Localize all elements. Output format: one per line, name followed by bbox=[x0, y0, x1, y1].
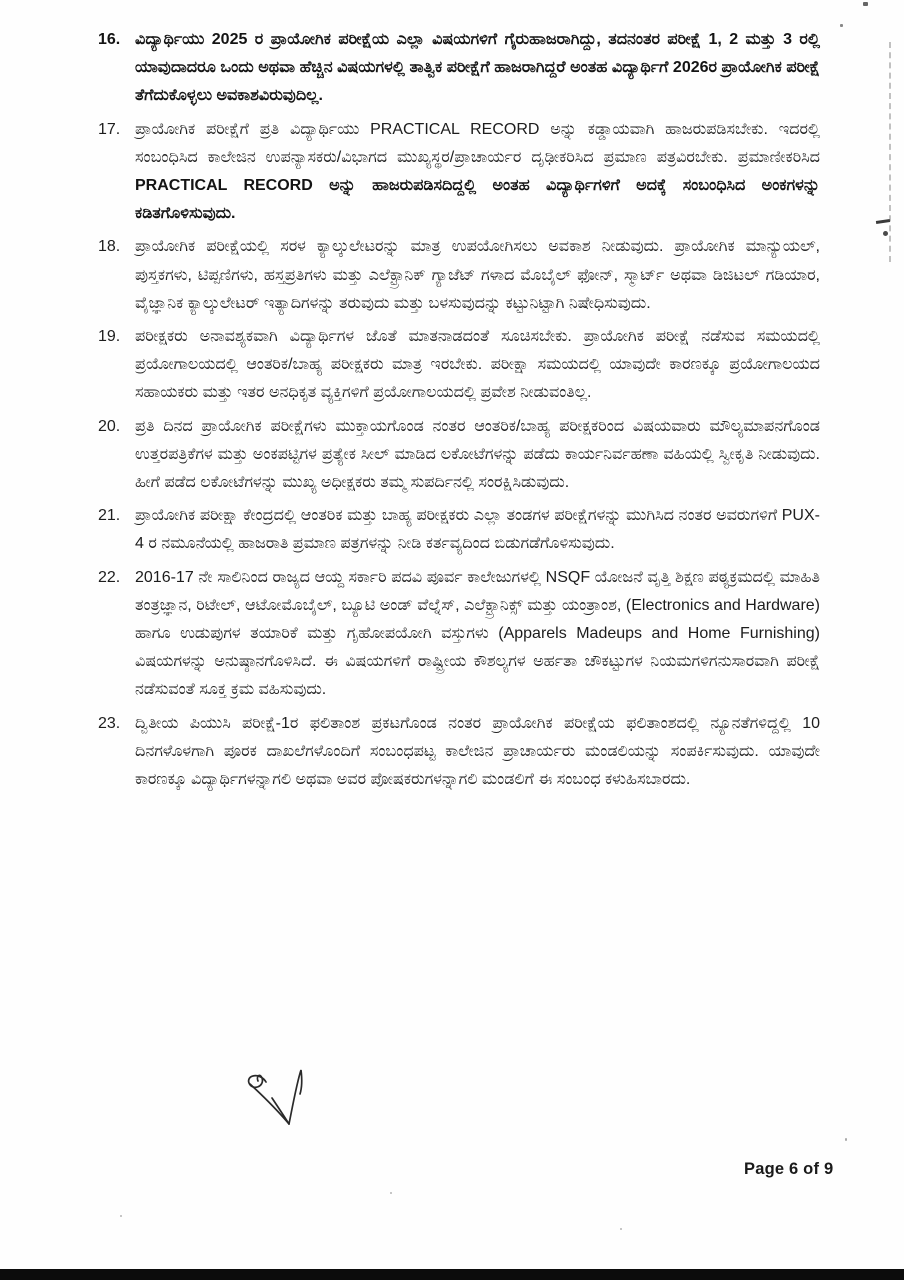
item-text-segment: ದ್ವಿತೀಯ ಪಿಯುಸಿ ಪರೀಕ್ಷೆ-1ರ ಫಲಿತಾಂಶ ಪ್ರಕಟಗೊಂಡ ನಂತರ ಪ್ರಾಯೋಗಿಕ ಪರೀಕ್ಷೆಯ ಫಲಿತಾಂಶದಲ್ಲಿ ನ್ಯೂನತೆಗಳಿದ್ದಲ್ಲಿ 10 ದಿನಗಳೊಳಗಾಗಿ ಪೂರಕ ದಾಖಲೆಗಳೊಂದಿಗೆ ಸಂಬಂಧಪಟ್ಟ ಕಾಲೇಜಿನ ಪ್ರಾಚಾರ್ಯರು ಮಂಡಲಿಯನ್ನು ಸಂಪರ್ಕಿಸುವುದು. ಯಾವುದೇ ಕಾರಣಕ್ಕೂ ವಿದ್ಯಾರ್ಥಿಗಳನ್ನಾಗಲಿ ಅಥವಾ ಅವರ ಪೋಷಕರುಗಳನ್ನಾಗಲಿ ಮಂಡಲಿಗೆ ಈ ಸಂಬಂಧ ಕಳುಹಿಸಬಾರದು. bbox=[135, 714, 820, 789]
item-text bbox=[135, 323, 820, 408]
item-number: 16. bbox=[98, 31, 121, 48]
scan-artifact-speck bbox=[863, 2, 868, 6]
item-number: 21. bbox=[98, 507, 121, 525]
item-number: 19. bbox=[98, 328, 121, 346]
item-text-segment: 2016-17 ನೇ ಸಾಲಿನಿಂದ ರಾಜ್ಯದ ಆಯ್ದ ಸರ್ಕಾರಿ ಪದವಿ ಪೂರ್ವ ಕಾಲೇಜುಗಳಲ್ಲಿ NSQF ಯೋಜನೆ ವೃತ್ತಿ ಶಿಕ್ಷಣ ಪಠ್ಯಕ್ರಮದಲ್ಲಿ ಮಾಹಿತಿ ತಂತ್ರಜ್ಞಾನ, ರಿಟೇಲ್, ಆಟೋಮೊಬೈಲ್, ಬ್ಯೂಟಿ ಅಂಡ್ ವೆಲ್ನೆಸ್, ಎಲೆಕ್ಟ್ರಾನಿಕ್ಸ್ ಮತ್ತು ಯಂತ್ರಾಂಶ, (Electronics and Hardware) ಹಾಗೂ ಉಡುಪುಗಳ ತಯಾರಿಕೆ ಮತ್ತು ಗೃಹೋಪಯೋಗಿ ವಸ್ತುಗಳು (Apparels Madeups and Home Furnishing) ವಿಷಯಗಳನ್ನು ಅನುಷ್ಠಾನಗೊಳಿಸಿದೆ. ಈ ವಿಷಯಗಳಿಗೆ ರಾಷ್ಟ್ರೀಯ ಕೌಶಲ್ಯಗಳ ಅರ್ಹತಾ ಚೌಕಟ್ಟುಗಳ ನಿಯಮಗಳಿಗನುಸಾರವಾಗಿ ಪರೀಕ್ಷೆ ನಡೆಸುವಂತೆ ಸೂಕ್ತ ಕ್ರಮ ವಹಿಸುವುದು. bbox=[135, 568, 820, 699]
scan-artifact-speck bbox=[620, 1228, 622, 1230]
doc-item-21 bbox=[98, 502, 820, 558]
item-text bbox=[135, 710, 820, 795]
doc-item-19 bbox=[98, 323, 820, 408]
item-text-segment: ವಿದ್ಯಾರ್ಥಿಯು 2025 ರ ಪ್ರಾಯೋಗಿಕ ಪರೀಕ್ಷೆಯ ಎಲ್ಲಾ ವಿಷಯಗಳಿಗೆ ಗೈರುಹಾಜರಾಗಿದ್ದು, ತದನಂತರ ಪರೀಕ್ಷೆ 1, 2 ಮತ್ತು 3 ರಲ್ಲಿ ಯಾವುದಾದರೂ ಒಂದು ಅಥವಾ ಹೆಚ್ಚಿನ ವಿಷಯಗಳಲ್ಲಿ ತಾತ್ವಿಕ ಪರೀಕ್ಷೆಗೆ ಹಾಜರಾಗಿದ್ದರೆ ಅಂತಹ ವಿದ್ಯಾರ್ಥಿಗೆ 2026ರ ಪ್ರಾಯೋಗಿಕ ಪರೀಕ್ಷೆ ತೆಗೆದುಕೊಳ್ಳಲು ಅವಕಾಶವಿರುವುದಿಲ್ಲ. bbox=[135, 31, 820, 105]
scan-edge-bar bbox=[0, 1269, 904, 1280]
scan-artifact-dot bbox=[883, 231, 888, 236]
page-number: Page 6 of 9 bbox=[744, 1160, 834, 1178]
scan-artifact-speck bbox=[120, 1215, 122, 1217]
item-text-segment-bold: PRACTICAL RECORD ಅನ್ನು ಹಾಜರುಪಡಿಸದಿದ್ದಲ್ಲಿ ಅಂತಹ ವಿದ್ಯಾರ್ಥಿಗಳಿಗೆ ಅದಕ್ಕೆ ಸಂಬಂಧಿಸಿದ ಅಂಕಗಳನ್ನು ಕಡಿತಗೊಳಿಸುವುದು. bbox=[135, 177, 820, 223]
item-text-segment: ಪ್ರತಿ ದಿನದ ಪ್ರಾಯೋಗಿಕ ಪರೀಕ್ಷೆಗಳು ಮುಕ್ತಾಯಗೊಂಡ ನಂತರ ಆಂತರಿಕ/ಬಾಹ್ಯ ಪರೀಕ್ಷಕರಿಂದ ವಿಷಯವಾರು ಮೌಲ್ಯಮಾಪನಗೊಂಡ ಉತ್ತರಪತ್ರಿಕೆಗಳ ಮತ್ತು ಅಂಕಪಟ್ಟಿಗಳ ಪ್ರತ್ಯೇಕ ಸೀಲ್ ಮಾಡಿದ ಲಕೋಟೆಗಳನ್ನು ಪಡೆದು ಕಾರ್ಯನಿರ್ವಹಣಾ ವಹಿಯಲ್ಲಿ ಸ್ವೀಕೃತಿ ನೀಡುವುದು. ಹೀಗೆ ಪಡೆದ ಲಕೋಟೆಗಳನ್ನು ಮುಖ್ಯ ಅಧೀಕ್ಷಕರು ತಮ್ಮ ಸುಪರ್ದಿನಲ್ಲಿ ಸಂರಕ್ಷಿಸಿಡುವುದು. bbox=[135, 417, 820, 492]
item-text bbox=[135, 502, 820, 558]
doc-item-17 bbox=[98, 116, 820, 229]
scan-artifact-speck bbox=[390, 1192, 392, 1194]
doc-item-23 bbox=[98, 710, 820, 795]
item-text bbox=[135, 413, 820, 498]
item-number: 23. bbox=[98, 714, 121, 732]
item-number: 20. bbox=[98, 417, 121, 435]
scan-artifact-speck bbox=[840, 24, 843, 27]
scan-artifact-dashed-line bbox=[889, 42, 891, 262]
item-text bbox=[135, 564, 820, 705]
item-text-segment: ಪ್ರಾಯೋಗಿಕ ಪರೀಕ್ಷಾ ಕೇಂದ್ರದಲ್ಲಿ ಆಂತರಿಕ ಮತ್ತು ಬಾಹ್ಯ ಪರೀಕ್ಷಕರು ಎಲ್ಲಾ ತಂಡಗಳ ಪರೀಕ್ಷೆಗಳನ್ನು ಮುಗಿಸಿದ ನಂತರ ಅವರುಗಳಿಗೆ PUX-4 ರ ನಮೂನೆಯಲ್ಲಿ ಹಾಜರಾತಿ ಪ್ರಮಾಣ ಪತ್ರಗಳನ್ನು ನೀಡಿ ಕರ್ತವ್ಯದಿಂದ ಬಿಡುಗಡೆಗೊಳಿಸುವುದು. bbox=[135, 507, 820, 553]
doc-item-18 bbox=[98, 233, 820, 318]
doc-item-16 bbox=[98, 26, 820, 111]
item-number: 22. bbox=[98, 568, 121, 586]
item-text-segment: ಪರೀಕ್ಷಕರು ಅನಾವಶ್ಯಕವಾಗಿ ವಿದ್ಯಾರ್ಥಿಗಳ ಜೊತೆ ಮಾತನಾಡದಂತೆ ಸೂಚಿಸಬೇಕು. ಪ್ರಾಯೋಗಿಕ ಪರೀಕ್ಷೆ ನಡೆಸುವ ಸಮಯದಲ್ಲಿ ಪ್ರಯೋಗಾಲಯದಲ್ಲಿ ಆಂತರಿಕ/ಬಾಹ್ಯ ಪರೀಕ್ಷಕರು ಮಾತ್ರ ಇರಬೇಕು. ಪರೀಕ್ಷಾ ಸಮಯದಲ್ಲಿ ಯಾವುದೇ ಕಾರಣಕ್ಕೂ ಪ್ರಯೋಗಾಲಯದ ಸಹಾಯಕರು ಮತ್ತು ಇತರ ಅನಧಿಕೃತ ವ್ಯಕ್ತಿಗಳಿಗೆ ಪ್ರಯೋಗಾಲಯದಲ್ಲಿ ಪ್ರವೇಶ ನೀಡುವಂತಿಲ್ಲ. bbox=[135, 328, 820, 402]
numbered-instruction-list bbox=[98, 26, 820, 799]
handwritten-signature-icon bbox=[238, 1066, 330, 1130]
scan-artifact-speck bbox=[845, 1138, 847, 1141]
item-text-segment: ಪ್ರಾಯೋಗಿಕ ಪರೀಕ್ಷೆಯಲ್ಲಿ ಸರಳ ಕ್ಯಾಲ್ಕುಲೇಟರನ್ನು ಮಾತ್ರ ಉಪಯೋಗಿಸಲು ಅವಕಾಶ ನೀಡುವುದು. ಪ್ರಾಯೋಗಿಕ ಮಾನ್ಯುಯಲ್, ಪುಸ್ತಕಗಳು, ಟಿಪ್ಪಣಿಗಳು, ಹಸ್ತಪ್ರತಿಗಳು ಮತ್ತು ಎಲೆಕ್ಟ್ರಾನಿಕ್ ಗ್ಯಾಜೆಟ್ ಗಳಾದ ಮೊಬೈಲ್ ಫೋನ್, ಸ್ಮಾರ್ಟ್ ಅಥವಾ ಡಿಜಿಟಲ್ ಗಡಿಯಾರ, ವೈಜ್ಞಾನಿಕ ಕ್ಯಾಲ್ಕುಲೇಟರ್ ಇತ್ಯಾದಿಗಳನ್ನು ತರುವುದು ಮತ್ತು ಬಳಸುವುದನ್ನು ಕಟ್ಟುನಿಟ್ಟಾಗಿ ನಿಷೇಧಿಸುವುದು. bbox=[135, 238, 820, 312]
scan-artifact-tick bbox=[876, 219, 890, 224]
item-number: 17. bbox=[98, 120, 121, 138]
item-text bbox=[135, 116, 820, 229]
item-text bbox=[135, 26, 820, 111]
item-text bbox=[135, 233, 820, 318]
doc-item-22 bbox=[98, 564, 820, 705]
item-number: 18. bbox=[98, 238, 121, 256]
item-text-segment: ಪ್ರಾಯೋಗಿಕ ಪರೀಕ್ಷೆಗೆ ಪ್ರತಿ ವಿದ್ಯಾರ್ಥಿಯು PRACTICAL RECORD ಅನ್ನು ಕಡ್ಡಾಯವಾಗಿ ಹಾಜರುಪಡಿಸಬೇಕು. ಇದರಲ್ಲಿ ಸಂಬಂಧಿಸಿದ ಕಾಲೇಜಿನ ಉಪನ್ಯಾಸಕರು/ವಿಭಾಗದ ಮುಖ್ಯಸ್ಥರ/ಪ್ರಾಚಾರ್ಯರ ದೃಢೀಕರಿಸಿದ ಪ್ರಮಾಣ ಪತ್ರವಿರಬೇಕು. ಪ್ರಮಾಣೀಕರಿಸಿದ bbox=[135, 120, 820, 166]
doc-item-20 bbox=[98, 413, 820, 498]
